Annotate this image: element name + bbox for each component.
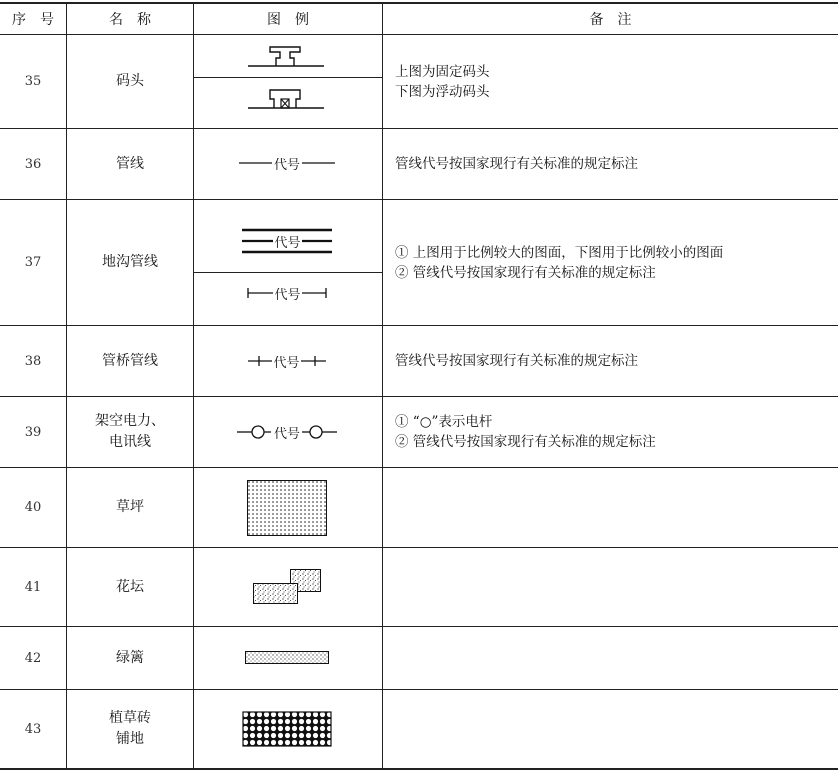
- pipeline-symbol: [239, 152, 335, 174]
- note-line: ① 上图用于比例较大的图面，下图用于比例较小的图面: [395, 244, 724, 261]
- row-number: 42: [24, 650, 42, 666]
- note-line: 管线代号按国家现行有关标准的规定标注: [395, 353, 638, 369]
- row-name: [67, 690, 193, 768]
- row-name-line: 电讯线: [109, 434, 151, 450]
- row-name: 管桥管线: [102, 352, 158, 369]
- row-name: 绿篱: [116, 649, 144, 666]
- trench-pipeline-small-symbol: [247, 283, 327, 303]
- row-note: [383, 129, 838, 199]
- row-note: [383, 200, 838, 325]
- subrow-rule: [193, 77, 382, 78]
- row-name: 地沟管线: [102, 254, 158, 270]
- note-line: 上图为固定码头: [395, 63, 490, 80]
- row-number: 36: [24, 156, 42, 172]
- trench-pipeline-large-symbol: [242, 228, 332, 254]
- header-legend: 图 例: [267, 11, 309, 28]
- row-number: 43: [24, 721, 42, 737]
- subrow-rule: [193, 272, 382, 273]
- header-note: 备 注: [589, 11, 632, 28]
- row-name: [67, 397, 193, 467]
- row-name-line: 植草砖: [109, 710, 151, 726]
- row-number: 35: [24, 74, 42, 89]
- hedge-symbol: [244, 650, 330, 666]
- row-note: [383, 35, 838, 128]
- row-note: [383, 397, 838, 467]
- row-name: 管线: [116, 155, 144, 172]
- floating-pier-symbol: [244, 86, 328, 112]
- trench-code-label: 代号: [274, 288, 301, 303]
- pipeline-code-label: 代号: [273, 158, 300, 173]
- row-number: 37: [24, 255, 42, 270]
- lawn-symbol: [247, 480, 327, 536]
- column-rule: [193, 2, 194, 769]
- bridge-code-label: 代号: [273, 356, 300, 371]
- header-no: 序 号: [12, 11, 54, 28]
- note-line: ② 管线代号按国家现行有关标准的规定标注: [395, 434, 656, 450]
- table-bottom-rule: [0, 768, 838, 770]
- row-number: 39: [24, 424, 42, 440]
- note-line: 下图为浮动码头: [395, 83, 490, 100]
- overhead-line-symbol: [237, 422, 337, 442]
- note-line: ① “○”表示电杆: [395, 414, 493, 430]
- row-name: 花坛: [116, 578, 144, 595]
- row-name: 码头: [116, 73, 144, 89]
- row-number: 40: [24, 500, 42, 515]
- fixed-pier-symbol: [244, 44, 328, 70]
- header-name: 名 称: [109, 11, 151, 28]
- note-line: ② 管线代号按国家现行有关标准的规定标注: [395, 264, 656, 281]
- row-name-line: 铺地: [116, 731, 144, 747]
- flowerbed-symbol: [252, 568, 324, 606]
- row-name-line: 架空电力、: [95, 413, 165, 429]
- bridge-pipeline-symbol: [248, 351, 326, 371]
- row-note: [383, 326, 838, 396]
- row-name: 草坪: [116, 499, 144, 515]
- trench-code-label: 代号: [274, 236, 301, 251]
- note-line: 管线代号按国家现行有关标准的规定标注: [395, 156, 638, 172]
- grass-brick-paving-symbol: [242, 711, 332, 747]
- row-number: 41: [24, 579, 42, 595]
- row-number: 38: [24, 353, 42, 369]
- overhead-code-label: 代号: [273, 427, 300, 442]
